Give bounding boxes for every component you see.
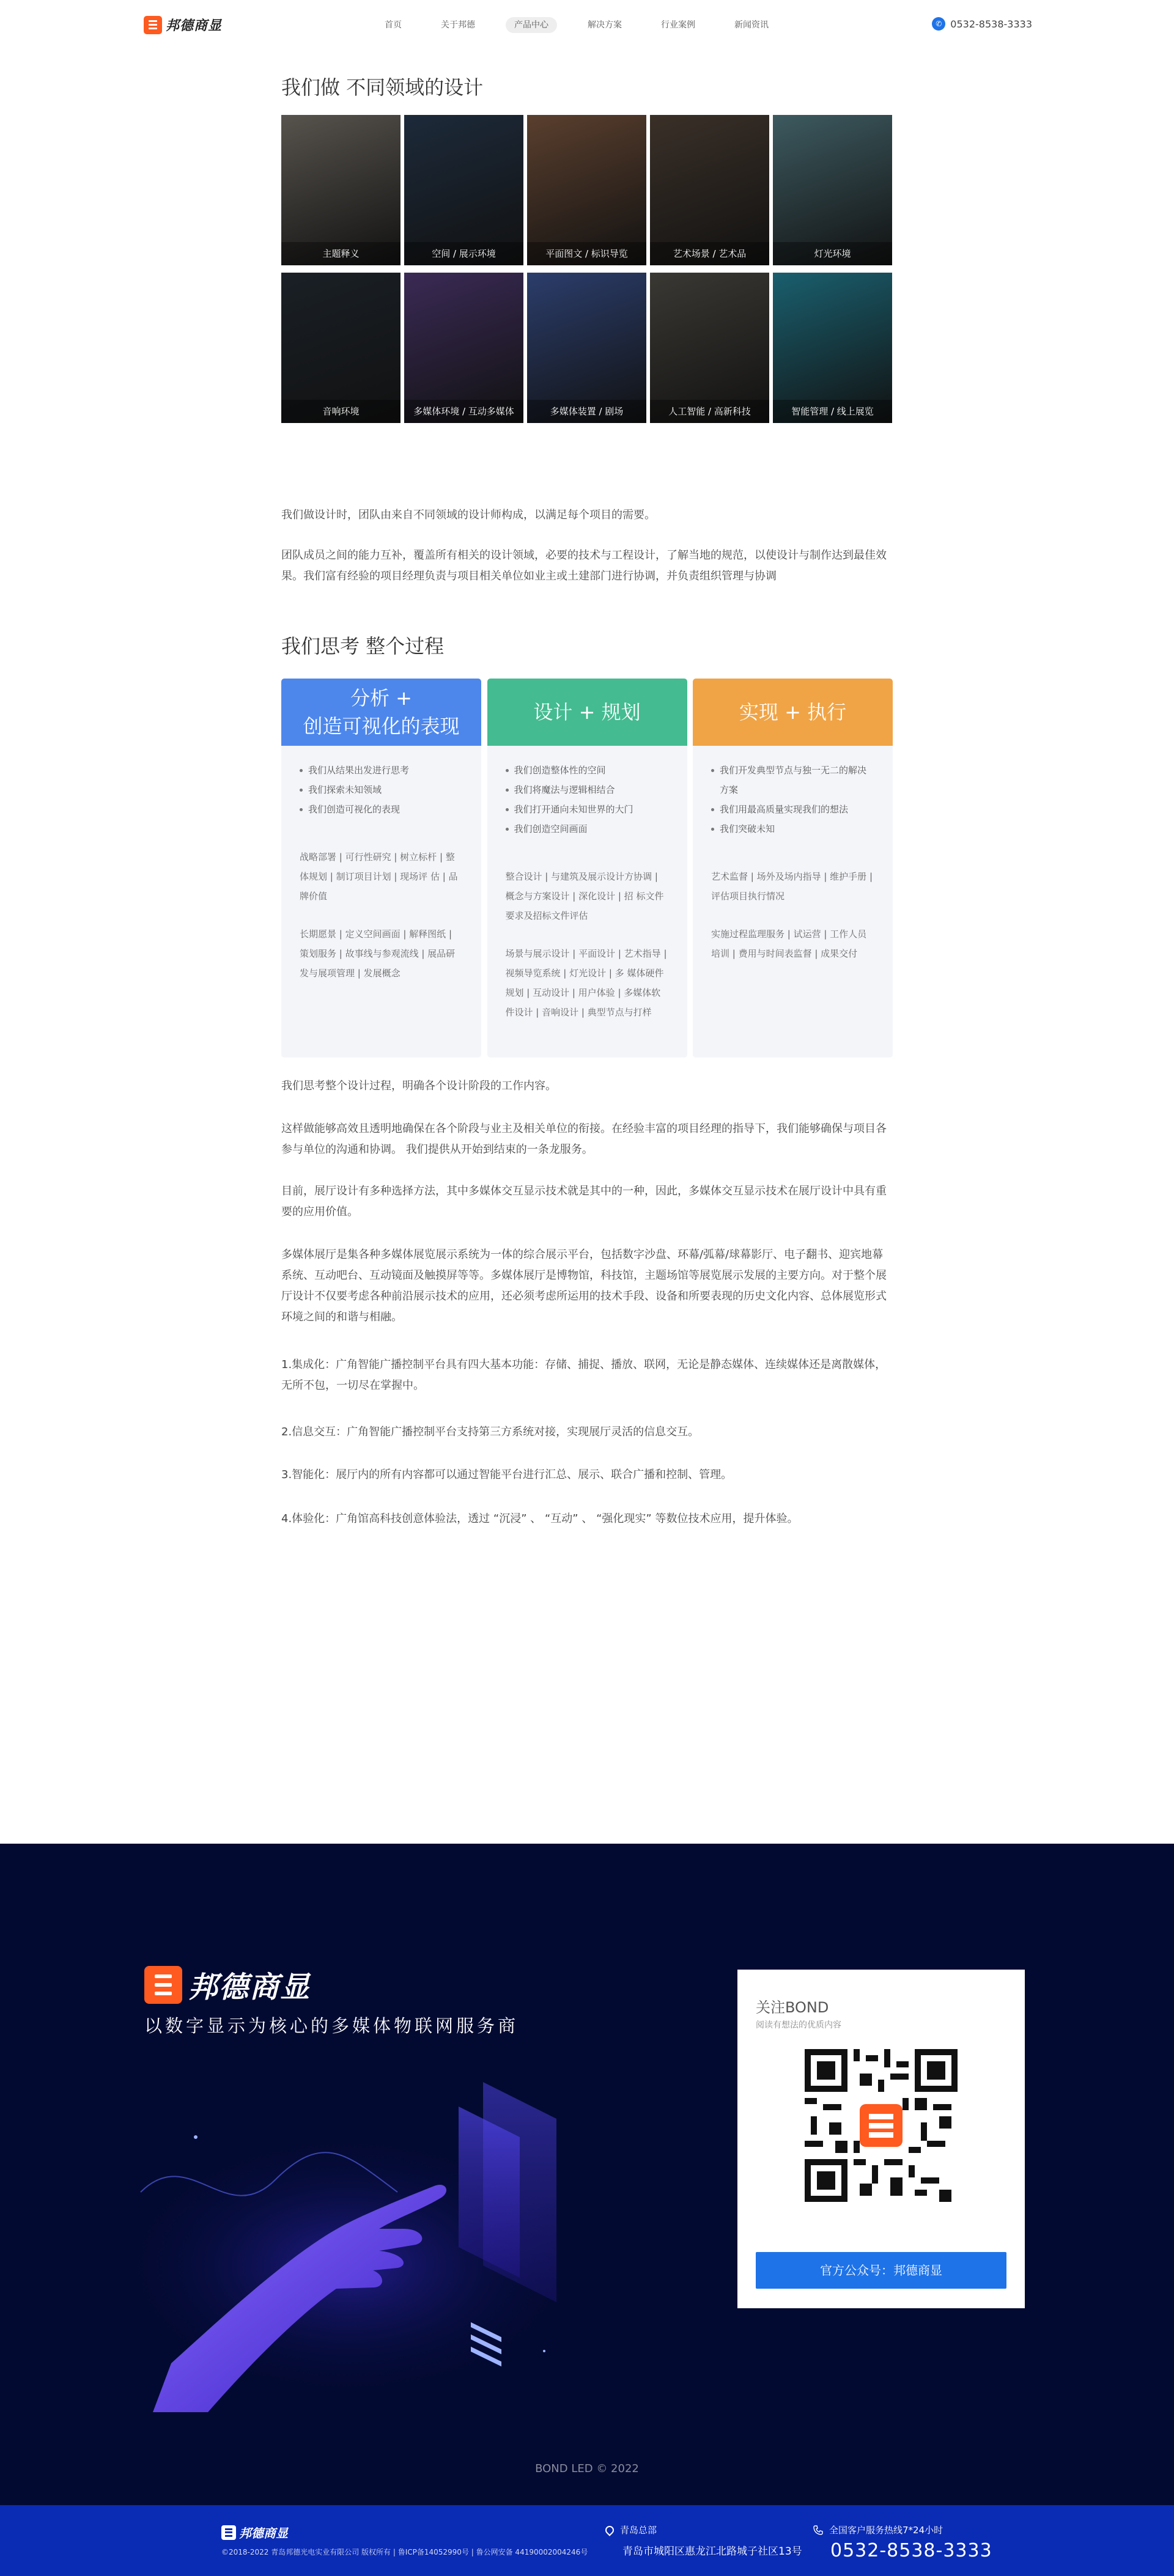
card-title-sub: 创造可视化的表现 — [303, 715, 460, 738]
field-tile[interactable] — [773, 115, 892, 265]
address-text: 青岛市城阳区惠龙江北路城子社区13号 — [622, 2545, 802, 2558]
hotline-label: 全国客户服务热线7*24小时 — [829, 2525, 943, 2536]
feature-paragraph: 3.智能化：展厅内的所有内容都可以通过智能平台进行汇总、展示、联合广播和控制、管理。 — [281, 1468, 733, 1481]
qr-title: 关注BOND — [756, 1999, 829, 2016]
footer-logo-icon — [144, 1966, 182, 2004]
card-tags: 艺术监督 | 场外及场内指导 | 维护手册 | 评估项目执行情况 — [711, 871, 873, 902]
card-tags: 战略部署 | 可行性研究 | 树立标杆 | 整体规划 | 制订项目计划 | 现场评 估 | 品牌价值 — [300, 852, 458, 902]
feature-paragraph: 4.体验化：广角馆高科技创意体验法，透过 “沉浸” 、 “互动” 、 “强化现实” 等数位技术应用，提升体验。 — [281, 1512, 799, 1525]
design-field-grid — [281, 115, 893, 423]
field-tile[interactable] — [281, 273, 401, 423]
field-tile[interactable] — [404, 115, 523, 265]
field-tile[interactable] — [650, 273, 769, 423]
footer-logo-text: 邦德商显 — [188, 1970, 311, 2004]
section-process-title: 我们思考 整个过程 — [281, 635, 445, 658]
bottom-logo — [221, 2523, 288, 2541]
card-bullet: 我们从结果出发进行思考 — [300, 760, 463, 780]
field-tile-label: 主题释义 — [281, 242, 401, 265]
qr-card — [737, 1970, 1025, 2308]
footer-copyright: BOND LED © 2022 — [535, 2462, 639, 2475]
card-bullets — [711, 760, 874, 839]
card-bullet: 我们用最高质量实现我们的想法 — [711, 800, 874, 819]
bottom-logo-icon — [221, 2525, 236, 2540]
logo-text: 邦德商显 — [166, 18, 223, 34]
card-bullet: 我们打开通向未知世界的大门 — [506, 800, 669, 819]
intro-paragraph: 我们做设计时，团队由来自不同领域的设计师构成，以满足每个项目的需要。 — [281, 509, 655, 521]
field-tile-label: 音响环境 — [281, 400, 401, 423]
card-tags: 场景与展示设计 | 平面设计 | 艺术指导 | 视频导览系统 | 灯光设计 | 多 媒体硬件规划 | 互动设计 | 用户体验 | 多媒体软件设计 | 音响设计 | 典型节点与打样 — [505, 948, 667, 1018]
logo-icon — [144, 16, 162, 34]
feature-paragraph: 1.集成化：广角智能广播控制平台具有四大基本功能：存储、捕捉、播放、联网，无论是静态媒体、连续媒体还是离散媒体，无所不包，一切尽在掌握中。 — [281, 1358, 887, 1392]
bottom-copyright: ©2018-2022 青岛邦德光电实业有限公司 版权所有 | 鲁ICP备14052990号 | 鲁公网安备 44190002004246号 — [221, 2548, 588, 2556]
card-title: 实现 + 执行 — [739, 701, 847, 724]
card-bullet: 我们探索未知领域 — [300, 780, 463, 800]
field-tile[interactable] — [527, 115, 646, 265]
field-tile-label: 平面图文 / 标识导览 — [527, 242, 646, 265]
nav-cases[interactable]: 行业案例 — [661, 20, 695, 30]
site-header — [0, 0, 1174, 49]
card-header — [487, 679, 687, 746]
field-tile[interactable] — [650, 115, 769, 265]
process-paragraph: 多媒体展厅是集各种多媒体展览展示系统为一体的综合展示平台，包括数字沙盘、环幕/弧幕/球幕影厅、电子翻书、迎宾地幕系统、互动吧台、互动镜面及触摸屏等等。多媒体展厅是博物馆，科技馆，主题场馆等展览展示发展的主要方向。对于整个展厅设计不仅要考虑各种前沿展示技术的应用，还必须考虑所运用的技术手段、设备和所要表现的历史文化内容、总体展览形式环境之间的和谐与相融。 — [281, 1248, 887, 1323]
intro-paragraph: 团队成员之间的能力互补，覆盖所有相关的设计领域，必要的技术与工程设计，了解当地的规范，以使设计与制作达到最佳效果。我们富有经验的项目经理负责与项目相关单位如业主或土建部门进行协调，并负责组织管理与协调 — [281, 549, 887, 583]
location-pin-icon — [604, 2524, 616, 2536]
robot-hand-illustration — [116, 2045, 618, 2412]
process-paragraph: 这样做能够高效且透明地确保在各个阶段与业主及相关单位的衔接。在经验丰富的项目经理的指导下，我们能够确保与项目各参与单位的沟通和协调。 我们提供从开始到结束的一条龙服务。 — [281, 1122, 887, 1156]
card-header — [281, 679, 481, 746]
process-card-analysis — [281, 679, 481, 1058]
feature-paragraph: 2.信息交互：广角智能广播控制平台支持第三方系统对接，实现展厅灵活的信息交互。 — [281, 1426, 700, 1438]
card-title: 分析 + — [350, 686, 412, 710]
card-bullet: 我们将魔法与逻辑相结合 — [506, 780, 669, 800]
site-logo[interactable] — [144, 15, 222, 34]
header-hotline-number: 0532-8538-3333 — [950, 18, 1032, 30]
card-bullets — [506, 760, 669, 839]
field-tile-label: 空间 / 展示环境 — [404, 242, 523, 265]
bottom-logo-text: 邦德商显 — [239, 2526, 288, 2541]
field-tile-label: 智能管理 / 线上展览 — [773, 400, 892, 423]
address-label: 青岛总部 — [620, 2525, 657, 2536]
process-paragraph: 我们思考整个设计过程，明确各个设计阶段的工作内容。 — [281, 1080, 556, 1092]
section-design-title: 我们做 不同领域的设计 — [281, 76, 484, 99]
nav-news[interactable]: 新闻资讯 — [734, 20, 769, 30]
headquarters-address — [605, 2523, 802, 2558]
card-bullet: 我们创造空间画面 — [506, 819, 669, 839]
process-card-design — [487, 679, 687, 1058]
phone-icon: ✆ — [932, 17, 945, 31]
field-tile-label: 灯光环境 — [773, 242, 892, 265]
field-tile-label: 多媒体环境 / 互动多媒体 — [404, 400, 523, 423]
card-tags: 整合设计 | 与建筑及展示设计方协调 | 概念与方案设计 | 深化设计 | 招 标文件要求及招标文件评估 — [505, 871, 664, 921]
service-hotline — [813, 2523, 992, 2561]
site-footer — [0, 1844, 1174, 2505]
card-title: 设计 + 规划 — [533, 701, 641, 724]
footer-slogan: 以数字显示为核心的多媒体物联网服务商 — [144, 2015, 519, 2036]
hotline-number[interactable]: 0532-8538-3333 — [830, 2540, 992, 2561]
process-paragraph: 目前，展厅设计有多种选择方法，其中多媒体交互显示技术就是其中的一种，因此，多媒体交互显示技术在展厅设计中具有重要的应用价值。 — [281, 1185, 887, 1218]
nav-products[interactable]: 产品中心 — [506, 17, 557, 33]
card-bullet: 我们突破未知 — [711, 819, 874, 839]
card-bullets — [300, 760, 463, 819]
card-tags: 长期愿景 | 定义空间画面 | 解释图纸 | 策划服务 | 故事线与参观流线 | 展品研发与展项管理 | 发展概念 — [300, 929, 456, 979]
official-account-button[interactable]: 官方公众号：邦德商显 — [756, 2252, 1006, 2289]
bottom-bar — [0, 2505, 1174, 2576]
field-tile-label: 多媒体装置 / 剧场 — [527, 400, 646, 423]
nav-about[interactable]: 关于邦德 — [441, 20, 475, 30]
field-tile-label: 人工智能 / 高新科技 — [650, 400, 769, 423]
field-tile[interactable] — [281, 115, 401, 265]
qr-code-icon — [805, 2049, 958, 2202]
nav-solutions[interactable]: 解决方案 — [588, 20, 622, 30]
field-tile[interactable] — [773, 273, 892, 423]
qr-subtitle: 阅读有想法的优质内容 — [756, 2020, 841, 2030]
card-bullet: 我们开发典型节点与独一无二的解决方案 — [711, 760, 874, 800]
field-tile[interactable] — [404, 273, 523, 423]
process-cards — [281, 679, 893, 1058]
card-bullet: 我们创造整体性的空间 — [506, 760, 669, 780]
process-card-execution — [693, 679, 893, 1058]
card-tags: 实施过程监理服务 | 试运营 | 工作人员培训 | 费用与时间表监督 | 成果交付 — [711, 929, 867, 959]
header-hotline[interactable] — [932, 17, 1032, 31]
field-tile[interactable] — [527, 273, 646, 423]
main-content — [281, 49, 893, 1844]
card-bullet: 我们创造可视化的表现 — [300, 800, 463, 819]
footer-logo — [144, 1963, 311, 2006]
field-tile-label: 艺术场景 / 艺术品 — [650, 242, 769, 265]
main-nav — [376, 17, 799, 33]
card-header — [693, 679, 893, 746]
nav-home[interactable]: 首页 — [385, 20, 402, 30]
phone-icon — [813, 2525, 823, 2535]
